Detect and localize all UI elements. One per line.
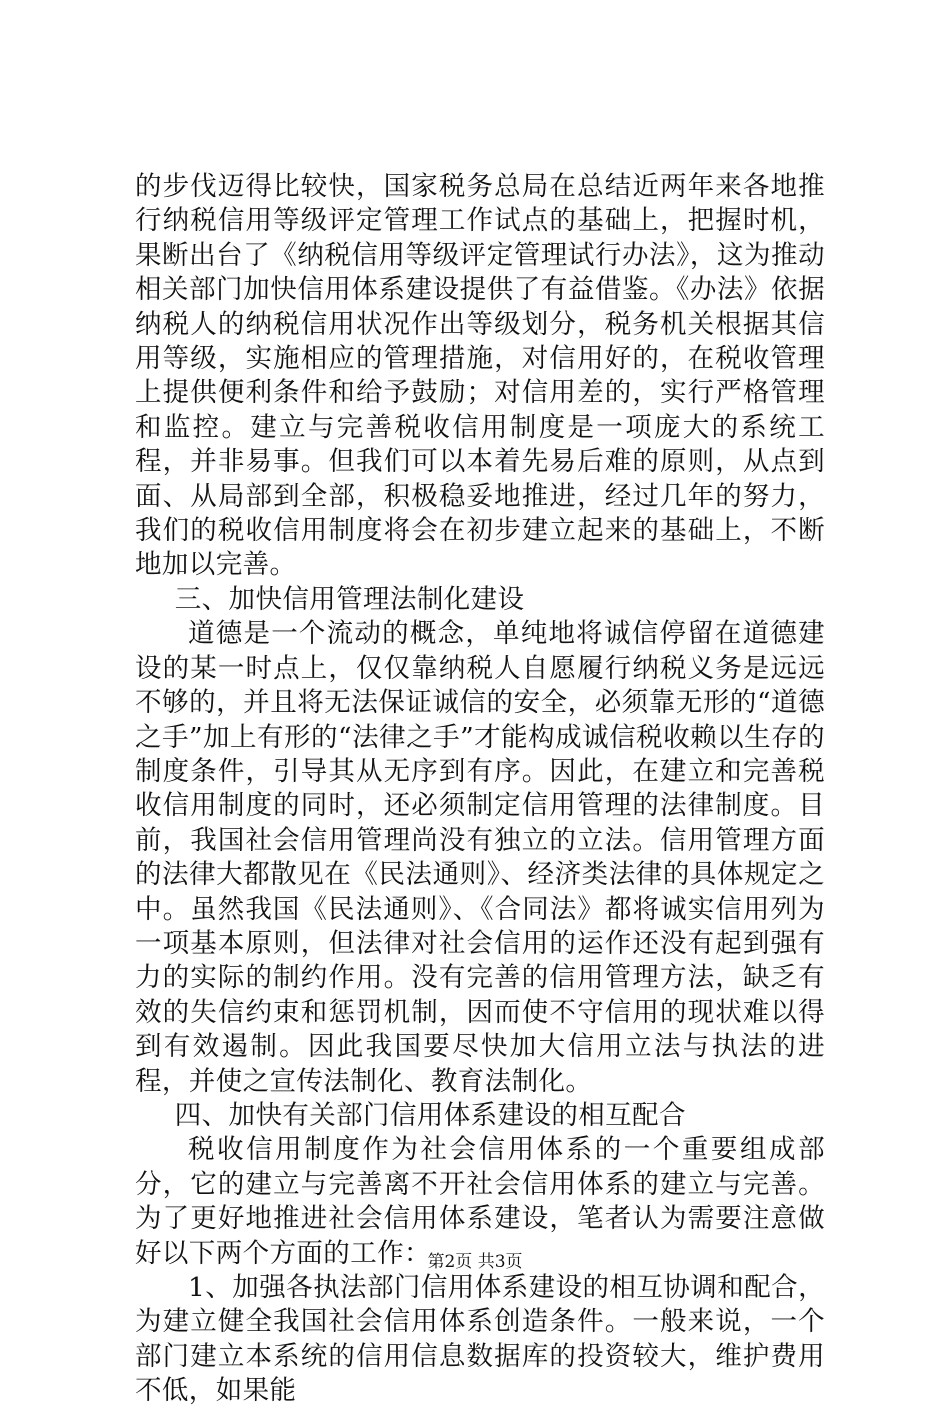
paragraph-cooperation: 税收信用制度作为社会信用体系的一个重要组成部分，它的建立与完善离不开社会信用体系的建立与完善。为了更好地推进社会信用体系建设，笔者认为需要注意做好以下两个方面的工作：: [135, 1134, 825, 1269]
paragraph-legal-system: 道德是一个流动的概念，单纯地将诚信停留在道德建设的某一时点上，仅仅靠纳税人自愿履行纳税义务是远远不够的，并且将无法保证诚信的安全，必须靠无形的“道德之手”加上有形的“法律之手”才能构成诚信税收赖以生存的制度条件，引导其从无序到有序。因此，在建立和完善税收信用制度的同时，还必须制定信用管理的法律制度。目前，我国社会信用管理尚没有独立的立法。信用管理方面的法律大都散见在《民法通则》、经济类法律的具体规定之中。虽然我国《民法通则》、《合同法》都将诚实信用列为一项基本原则，但法律对社会信用的运作还没有起到强有力的实际的制约作用。没有完善的信用管理方法，缺乏有效的失信约束和惩罚机制，因而使不守信用的现状难以得到有效遏制。因此我国要尽快加大信用立法与执法的进程，并使之宣传法制化、教育法制化。: [135, 618, 825, 1097]
paragraph-continuation: 的步伐迈得比较快，国家税务总局在总结近两年来各地推行纳税信用等级评定管理工作试点的基础上，把握时机，果断出台了《纳税信用等级评定管理试行办法》，这为推动相关部门加快信用体系建设提供了有益借鉴。《办法》依据纳税人的纳税信用状况作出等级划分，税务机关根据其信用等级，实施相应的管理措施，对信用好的，在税收管理上提供便利条件和给予鼓励；对信用差的，实行严格管理和监控。建立与完善税收信用制度是一项庞大的系统工程，并非易事。但我们可以本着先易后难的原则，从点到面、从局部到全部，积极稳妥地推进，经过几年的努力，我们的税收信用制度将会在初步建立起来的基础上，不断地加以完善。: [135, 171, 825, 581]
paragraph-item-1: 1、加强各执法部门信用体系建设的相互协调和配合，为建立健全我国社会信用体系创造条件。一般来说，一个部门建立本系统的信用信息数据库的投资较大，维护费用不低，如果能: [135, 1272, 825, 1407]
document-body: [135, 170, 825, 1409]
section-heading-3: 三、加快信用管理法制化建设: [174, 583, 525, 615]
page-footer: 第2页 共3页: [427, 1252, 523, 1272]
section-heading-4: 四、加快有关部门信用体系建设的相互配合: [174, 1099, 686, 1131]
